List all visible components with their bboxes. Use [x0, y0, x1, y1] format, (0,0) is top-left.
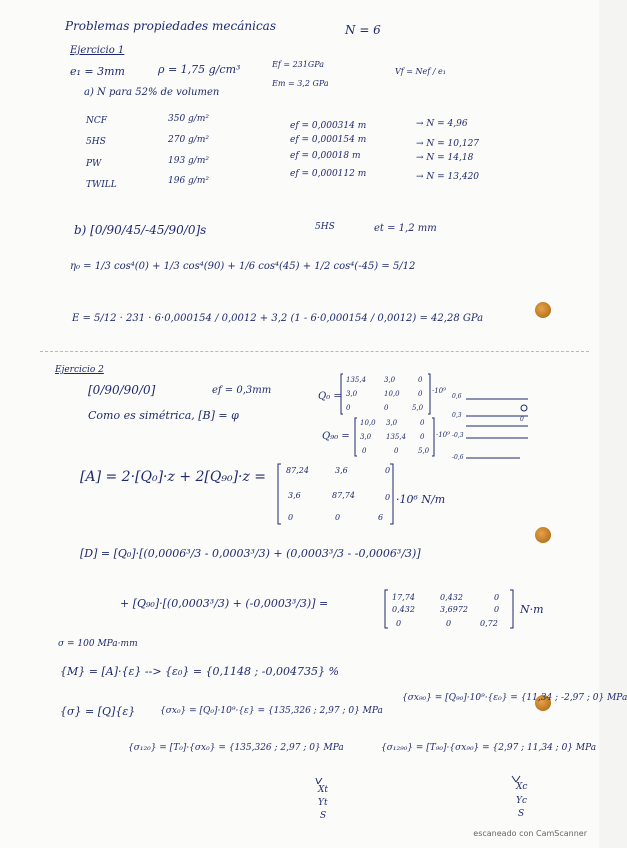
matrix-cell: 3,6 — [335, 466, 348, 475]
q90-bracket-left — [355, 418, 357, 456]
thickness-e1: e₁ = 3mm — [70, 65, 125, 78]
matrix-cell: 0 — [446, 619, 452, 628]
matrix-cell: 10,0 — [360, 419, 376, 427]
q0-exponent: ·10⁹ — [432, 387, 446, 395]
fabric-thickness: ef = 0,000314 m — [290, 121, 367, 131]
q90-label: Q₉₀ = — [322, 431, 350, 442]
fabric-plies: → N = 14,18 — [416, 153, 474, 163]
fabric-weight: 350 g/m² — [168, 114, 209, 124]
matrix-cell: 0 — [384, 404, 389, 412]
a-bracket-left — [278, 464, 281, 524]
a-matrix-equation: [A] = 2·[Q₀]·z + 2[Q₉₀]·z = — [80, 469, 267, 485]
d-bracket-right — [510, 590, 513, 628]
exercise-2-ply-thickness: ef = 0,3mm — [212, 385, 272, 396]
matrix-cell: 5,0 — [418, 447, 430, 455]
matrix-modulus: Em = 3,2 GPa — [272, 79, 329, 88]
matrix-cell: 5,0 — [412, 404, 424, 412]
matrix-cell: 10,0 — [384, 390, 400, 398]
ply-marker — [521, 405, 527, 411]
scanner-watermark: escaneado con CamScanner — [473, 829, 587, 838]
stress-ply-0: {σx₀} = [Q₀]·10⁹·{ε} = {135,326 ; 2,97 ; 0} MPa — [160, 706, 383, 716]
ply-coordinate: -0,6 — [452, 454, 464, 461]
matrix-cell: 0,72 — [480, 619, 498, 628]
exercise-2-heading: Ejercicio 2 — [55, 365, 104, 375]
fiber-modulus: Ef = 231GPa — [272, 60, 325, 69]
arrow-stroke — [316, 778, 322, 784]
d-matrix-equation-cont: + [Q₉₀]·[(0,0003³/3) + (-0,0003³/3)] = — [120, 597, 329, 610]
matrix-cell: 0 — [396, 619, 402, 628]
fiber-volume-formula: Vf = Nef / e₁ — [395, 67, 446, 76]
efficiency-equation: η₀ = 1/3 cos⁴(0) + 1/3 cos⁴(90) + 1/6 cos⁴(45) + 1/2 cos⁴(-45) = 5/12 — [70, 261, 416, 272]
strength-label: Yt — [318, 798, 328, 808]
matrix-cell: 87,74 — [332, 491, 355, 500]
matrix-cell: 0 — [394, 447, 399, 455]
matrix-cell: 135,4 — [346, 376, 367, 384]
stress-relation: {σ} = [Q]{ε} — [60, 705, 136, 718]
matrix-cell: 0 — [418, 390, 423, 398]
a-matrix-unit: ·10⁶ N/m — [396, 493, 446, 506]
d-matrix-equation: [D] = [Q₀]·[(0,0006³/3 - 0,0003³/3) + (0,0003³/3 - -0,0006³/3)] — [80, 547, 421, 560]
matrix-cell: 0 — [362, 447, 367, 455]
ply-coordinate: -0,3 — [452, 432, 464, 439]
matrix-cell: 87,24 — [286, 466, 309, 475]
matrix-cell: 0 — [385, 466, 391, 475]
matrix-cell: 3,0 — [386, 419, 398, 427]
matrix-cell: 0 — [288, 513, 294, 522]
exercise-2-layup: [0/90/90/0] — [88, 383, 156, 397]
matrix-cell: 135,4 — [386, 433, 407, 441]
fabric-thickness: ef = 0,000154 m — [290, 135, 367, 145]
fabric-weight: 193 g/m² — [168, 156, 209, 166]
modulus-equation: E = 5/12 · 231 · 6·0,000154 / 0,0012 + 3,2 (1 - 6·0,000154 / 0,0012) = 42,28 GPa — [72, 313, 484, 324]
symmetry-note: Como es simétrica, [B] = φ — [88, 409, 239, 422]
density: ρ = 1,75 g/cm³ — [158, 63, 241, 76]
fabric-plies: → N = 13,420 — [416, 172, 480, 182]
q0-bracket-left — [341, 374, 343, 414]
stress-ply-90: {σx₉₀} = [Q₉₀]·10⁹·{ε₀} = {11,34 ; -2,97 ; 0} MPa — [402, 693, 627, 703]
local-stress-ply-90: {σ₁₂₉₀} = [T₉₀]·{σx₉₀} = {2,97 ; 11,34 ; 0} MPa — [381, 743, 597, 753]
n-value: N = 6 — [345, 23, 381, 37]
matrix-cell: 0 — [494, 593, 500, 602]
matrix-cell: 6 — [378, 513, 384, 522]
matrix-cell: 0 — [385, 493, 391, 502]
strength-label: Xc — [516, 782, 528, 792]
matrix-cell: 0 — [494, 605, 500, 614]
matrix-cell: 0 — [420, 419, 425, 427]
fabric-name: TWILL — [86, 180, 117, 190]
strength-label: S — [518, 809, 525, 819]
a-bracket-right — [390, 464, 393, 524]
strength-label: S — [320, 811, 327, 821]
fabric-plies: → N = 4,96 — [416, 119, 468, 129]
part-b-thickness: et = 1,2 mm — [374, 223, 437, 234]
matrix-cell: 0,432 — [392, 605, 415, 614]
ply-coordinate: 0,3 — [452, 412, 462, 419]
part-a-label: a) N para 52% de volumen — [84, 87, 220, 98]
matrix-cell: 0 — [335, 513, 341, 522]
q90-bracket-right — [432, 418, 434, 456]
matrix-cell: 0 — [346, 404, 351, 412]
matrix-cell: 0 — [420, 433, 425, 441]
matrix-cell: 17,74 — [392, 593, 415, 602]
local-stress-ply-0: {σ₁₂₀} = [T₀]·{σx₀} = {135,326 ; 2,97 ; 0} MPa — [128, 743, 344, 753]
part-b-layup: b) [0/90/45/-45/90/0]s — [74, 223, 207, 237]
fabric-weight: 196 g/m² — [168, 176, 209, 186]
q90-exponent: ·10⁹ — [436, 431, 450, 439]
fabric-name: PW — [86, 159, 102, 169]
applied-load: σ = 100 MPa·mm — [58, 639, 138, 649]
fabric-thickness: ef = 0,00018 m — [290, 151, 361, 161]
fabric-weight: 270 g/m² — [168, 135, 209, 145]
d-matrix-unit: N·m — [520, 603, 544, 616]
q0-label: Q₀ = — [318, 391, 342, 402]
part-b-fabric: 5HS — [315, 222, 335, 232]
matrix-cell: 3,6 — [288, 491, 301, 500]
fabric-thickness: ef = 0,000112 m — [290, 169, 367, 179]
fabric-name: 5HS — [86, 137, 106, 147]
d-bracket-left — [385, 590, 388, 628]
arrow-stroke — [512, 776, 520, 782]
matrix-cell: 3,0 — [346, 390, 358, 398]
ply-coordinate: 0 — [520, 416, 524, 423]
exercise-1-heading: Ejercicio 1 — [70, 45, 125, 56]
matrix-cell: 3,0 — [360, 433, 372, 441]
q0-bracket-right — [428, 374, 430, 414]
fabric-name: NCF — [86, 116, 108, 126]
matrix-cell: 0,432 — [440, 593, 463, 602]
strength-label: Xt — [318, 785, 329, 795]
strength-label: Yc — [516, 796, 527, 806]
fabric-plies: → N = 10,127 — [416, 139, 480, 149]
page-title: Problemas propiedades mecánicas — [65, 19, 276, 33]
matrix-cell: 3,6972 — [440, 605, 468, 614]
ply-coordinate: 0,6 — [452, 393, 462, 400]
strain-equation: {M} = [A]·{ε} --> {ε₀} = {0,1148 ; -0,004735} % — [60, 665, 339, 678]
matrix-cell: 3,0 — [384, 376, 396, 384]
matrix-cell: 0 — [418, 376, 423, 384]
